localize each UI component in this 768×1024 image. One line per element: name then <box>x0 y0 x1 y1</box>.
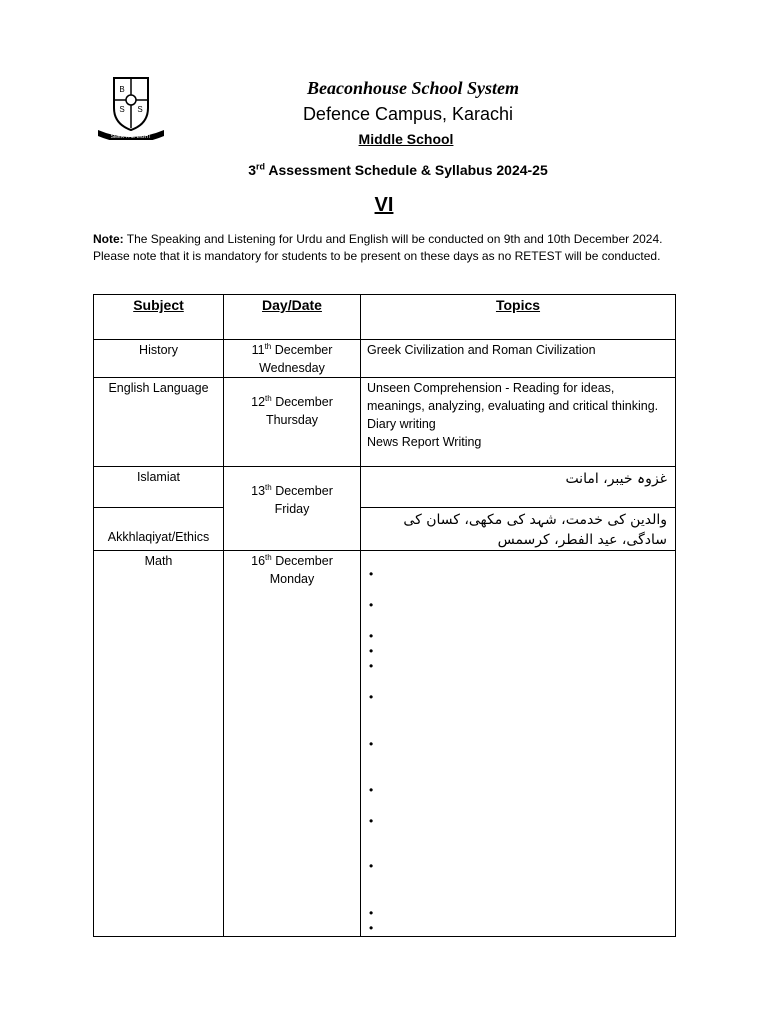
date-weekday: Friday <box>274 502 310 516</box>
date-weekday: Wednesday <box>259 361 325 375</box>
topic-item: News Report Writing <box>367 435 482 449</box>
bullet-point: • <box>369 690 374 704</box>
grade-title: VI <box>374 194 394 216</box>
bullet-point: • <box>369 814 374 828</box>
date-suffix: th <box>265 393 272 403</box>
table-row-islamiat <box>94 467 676 508</box>
bullet-point: • <box>369 644 374 658</box>
bullet-point: • <box>369 921 374 935</box>
date-cell <box>224 467 361 551</box>
date-day-number: 12 <box>251 395 266 409</box>
date-cell <box>224 340 361 378</box>
date-month: December <box>271 395 333 409</box>
school-name: Beaconhouse School System <box>306 78 520 98</box>
date-suffix: th <box>264 341 272 351</box>
subject-cell: History <box>94 340 224 378</box>
table-row-ethics <box>94 508 676 551</box>
topics-cell: Greek Civilization and Roman Civilization <box>361 340 676 378</box>
schedule-title-text: Assessment Schedule & Syllabus 2024-25 <box>265 162 548 178</box>
bullet-point: • <box>369 783 374 797</box>
schedule-title <box>0 162 768 178</box>
date-weekday: Thursday <box>265 413 319 427</box>
topics-cell-urdu: غزوہ خیبر، امانت <box>361 467 676 508</box>
logo-letter-s2: S <box>119 105 125 114</box>
date-month: December <box>271 343 333 357</box>
table-row-history <box>94 340 676 378</box>
bullet-point: • <box>369 859 374 873</box>
schedule-table <box>93 294 676 937</box>
date-suffix: th <box>265 552 272 562</box>
schedule-ordinal: 3 <box>248 162 257 178</box>
table-header-row <box>94 295 676 340</box>
bullet-point: • <box>369 659 374 673</box>
date-day-number: 11 <box>251 343 265 357</box>
bullet-point: • <box>369 567 374 581</box>
topics-cell-urdu: والدین کی خدمت، شہد کی مکھی، کسان کی سادگی، عید الفطر، کرسمس <box>361 508 676 551</box>
date-cell <box>224 378 361 467</box>
topic-item: Unseen Comprehension - Reading for ideas, meanings, analyzing, evaluating and critical thinking. <box>367 381 659 413</box>
bullet-point: • <box>369 598 374 612</box>
logo-motto: SEEK THE LIGHT <box>110 134 152 140</box>
bullet-point: • <box>369 737 374 751</box>
note-paragraph <box>93 231 683 265</box>
campus-name: Defence Campus, Karachi <box>302 104 514 124</box>
logo-letter-s: S <box>137 105 143 114</box>
bullet-list <box>361 551 675 935</box>
bullet-point: • <box>369 906 374 920</box>
subject-cell: Math <box>94 551 224 937</box>
subject-cell: Islamiat <box>94 467 224 508</box>
logo-letter-b: B <box>119 85 125 94</box>
date-weekday: Monday <box>269 572 315 586</box>
schedule-ordinal-suffix: rd <box>256 161 266 172</box>
table-row-math <box>94 551 676 937</box>
subject-cell: Akkhlaqiyat/Ethics <box>94 508 224 551</box>
bullet-point: • <box>369 629 374 643</box>
topics-cell <box>361 551 676 937</box>
header-subject: Subject <box>94 295 224 340</box>
header-date: Day/Date <box>224 295 361 340</box>
date-day-number: 13 <box>251 484 266 498</box>
note-label: Note: <box>93 232 124 246</box>
date-month: December <box>271 484 333 498</box>
date-day-number: 16 <box>251 554 266 568</box>
table-row-english <box>94 378 676 467</box>
subject-cell: English Language <box>94 378 224 467</box>
school-level: Middle School <box>358 131 454 147</box>
date-cell <box>224 551 361 937</box>
topics-cell <box>361 378 676 467</box>
topic-item: Diary writing <box>367 417 436 431</box>
header-topics: Topics <box>361 295 676 340</box>
note-text: The Speaking and Listening for Urdu and English will be conducted on 9th and 10th December 2024. Please note that it is mandatory for students to be present on these days as no RETEST will be conducted. <box>93 232 663 263</box>
date-suffix: th <box>265 482 272 492</box>
date-month: December <box>271 554 333 568</box>
